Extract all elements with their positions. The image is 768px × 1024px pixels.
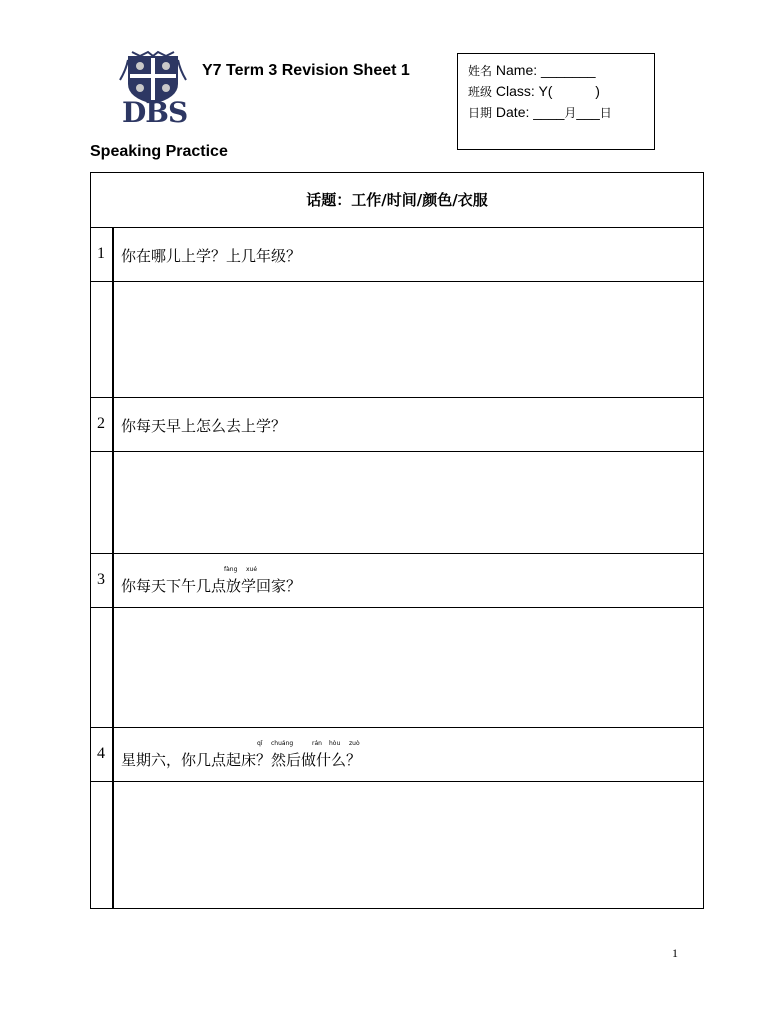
pinyin-annotation: xué xyxy=(246,566,258,573)
topic-heading: 话题：工作/时间/颜色/衣服 xyxy=(306,191,488,209)
answer-area[interactable] xyxy=(114,609,702,726)
row-divider xyxy=(91,781,703,782)
question-number: 2 xyxy=(97,415,105,432)
pinyin-annotation: zuò xyxy=(349,740,360,747)
pinyin-annotation: chuáng xyxy=(271,740,294,747)
row-divider xyxy=(91,281,703,282)
answer-area[interactable] xyxy=(114,453,702,552)
row-divider xyxy=(91,607,703,608)
question-text: 星期六，你几点起床？然后做什么？ xyxy=(121,751,362,769)
row-divider xyxy=(91,553,703,554)
row-divider xyxy=(91,397,703,398)
class-line xyxy=(468,81,654,102)
month-cn-label: 月 xyxy=(564,106,577,120)
question-number: 1 xyxy=(97,245,105,262)
question-text: 你每天早上怎么去上学？ xyxy=(121,417,287,435)
date-cn-label: 日期 xyxy=(468,106,493,120)
name-label[interactable]: Name: _______ xyxy=(495,62,596,78)
day-cn-label: 日 xyxy=(599,106,612,120)
row-divider xyxy=(91,727,703,728)
answer-area[interactable] xyxy=(114,283,702,396)
class-label[interactable]: Class: Y( ) xyxy=(495,83,600,99)
student-info-box xyxy=(457,53,655,150)
date-label[interactable]: Date: ____ xyxy=(495,104,565,120)
question-text: 你在哪儿上学？上几年级？ xyxy=(121,247,302,265)
page-number: 1 xyxy=(672,946,678,960)
question-number: 3 xyxy=(97,571,105,588)
pinyin-annotation: fàng xyxy=(224,566,238,573)
section-title: Speaking Practice xyxy=(90,143,228,160)
question-number: 4 xyxy=(97,745,105,762)
pinyin-annotation: qǐ xyxy=(257,740,263,747)
pinyin-annotation: hòu xyxy=(329,740,341,747)
name-line xyxy=(468,60,654,81)
document-title: Y7 Term 3 Revision Sheet 1 xyxy=(202,62,410,79)
row-divider xyxy=(91,451,703,452)
day-blank[interactable]: ___ xyxy=(576,104,600,120)
answer-area[interactable] xyxy=(114,783,702,908)
name-cn-label: 姓名 xyxy=(468,64,493,78)
row-divider xyxy=(91,227,703,228)
school-logo-text: DBS xyxy=(122,96,188,129)
date-line xyxy=(468,102,654,123)
question-text: 你每天下午几点放学回家？ xyxy=(121,577,302,595)
class-cn-label: 班级 xyxy=(468,85,493,99)
speaking-practice-table xyxy=(90,172,704,909)
pinyin-annotation: rán xyxy=(312,740,322,747)
